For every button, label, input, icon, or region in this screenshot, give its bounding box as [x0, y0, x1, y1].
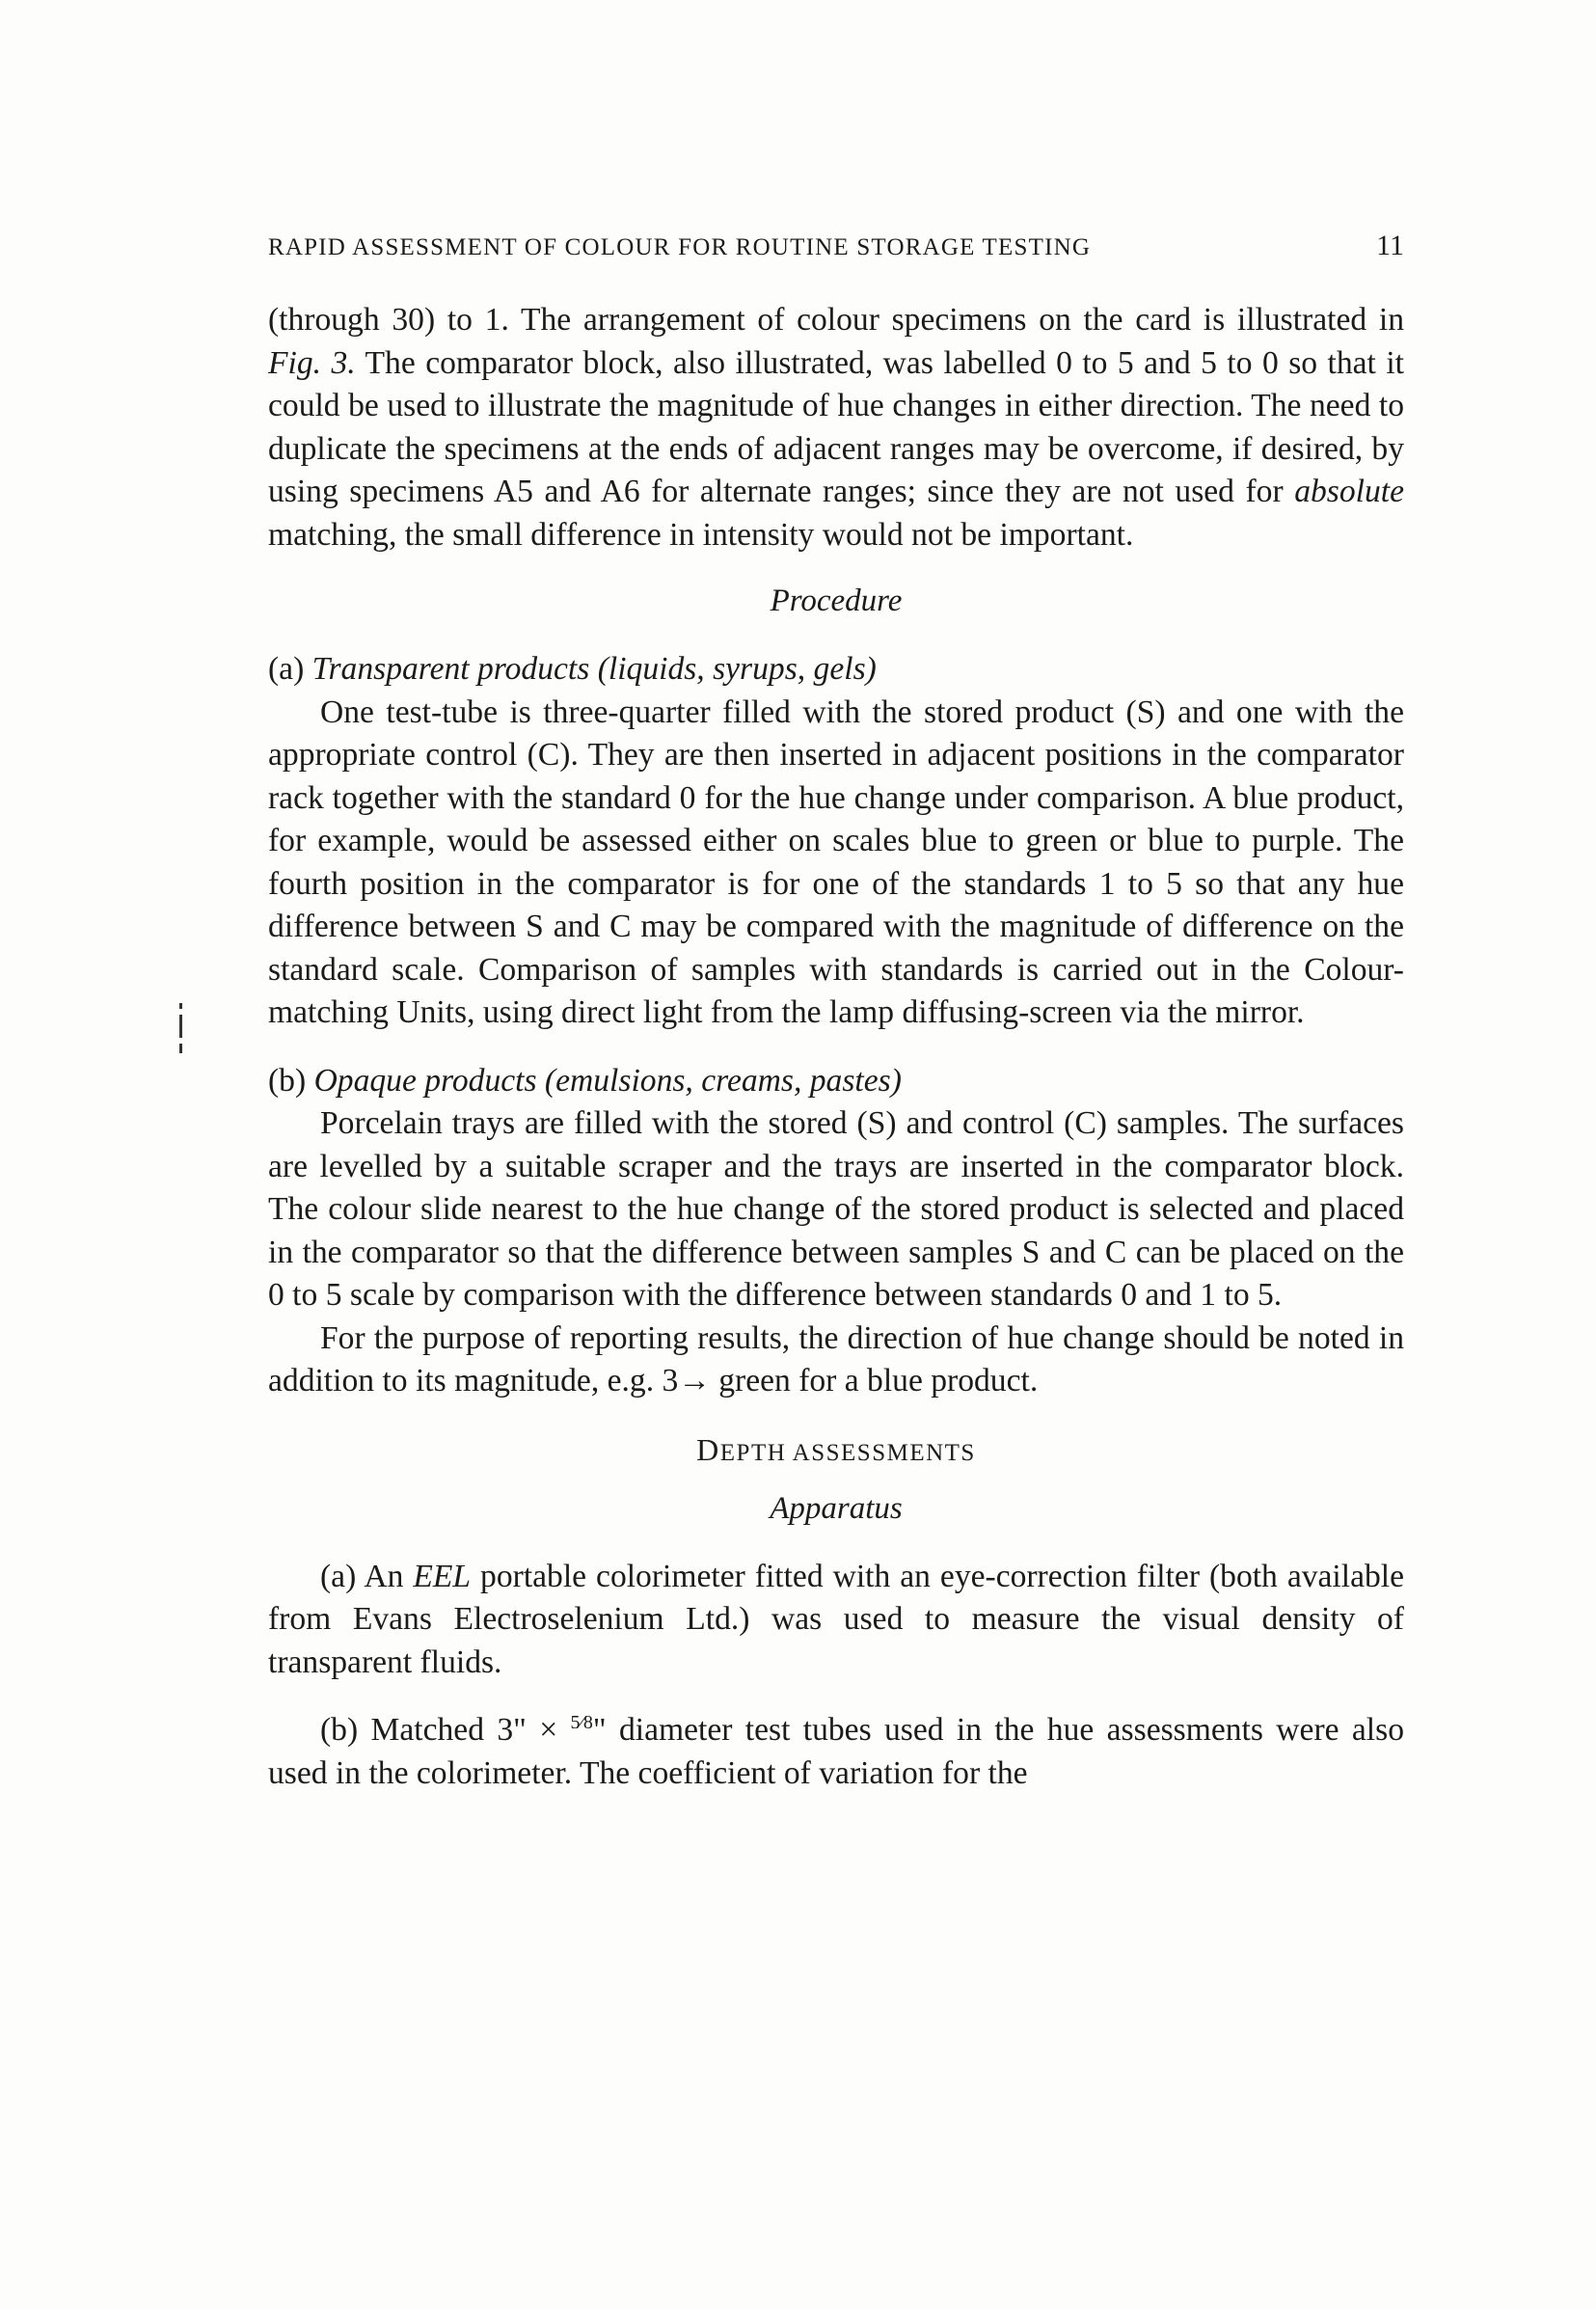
- page-body: [268, 230, 1404, 1795]
- text-run: The comparator block, also illustrated, was labelled 0 to 5 and 5 to 0 so that it could be used to illustrate the magnitude of hue changes in either direction. The need to duplicate the specimens at the ends of adjacent ranges may be overcome, if desired, by using specimens A5 and A6 for alternate ranges; since they are not used for: [268, 344, 1404, 509]
- heading-rest: EPTH ASSESSMENTS: [719, 1439, 976, 1466]
- margin-mark: [179, 1003, 182, 1009]
- margin-mark: [179, 1015, 182, 1038]
- section-a-heading: [268, 648, 1404, 692]
- text-run: " diameter test tubes used in the hue assessments were also used in the colorimeter. The coefficient of variation for the: [268, 1712, 1404, 1791]
- running-header: [268, 230, 1404, 262]
- section-label: (a): [268, 651, 312, 687]
- margin-marks: [179, 1003, 182, 1059]
- section-title: Transparent products (liquids, syrups, gels): [311, 651, 877, 687]
- page-number: 11: [1376, 230, 1404, 261]
- figure-reference: Fig. 3.: [268, 344, 356, 381]
- text-run: portable colorimeter fitted with an eye-correction filter (both available from Evans Electroselenium Ltd.) was used to measure the visual density of transparent fluids.: [268, 1558, 1404, 1680]
- section-title: Opaque products (emulsions, creams, pastes): [313, 1062, 902, 1099]
- running-title: RAPID ASSESSMENT OF COLOUR FOR ROUTINE STORAGE TESTING: [268, 234, 1092, 260]
- fraction: 5⁄8: [570, 1712, 593, 1733]
- margin-mark: [179, 1044, 182, 1053]
- section-b-heading: [268, 1060, 1404, 1103]
- emphasis: absolute: [1294, 474, 1404, 509]
- heading-initial: D: [696, 1431, 720, 1467]
- text-run: (a) An: [320, 1558, 414, 1594]
- intro-paragraph: [268, 299, 1404, 557]
- text-run: (through 30) to 1. The arrangement of colour specimens on the card is illustrated in: [268, 302, 1404, 338]
- emphasis: EEL: [413, 1558, 472, 1594]
- section-a-text: One test-tube is three-quarter filled with the stored product (S) and one with the appropriate control (C). They are then inserted in adjacent positions in the comparator rack together with the standard 0 for the hue change under comparison. A blue product, for example, would be assessed either on scales blue to green or blue to purple. The fourth position in the comparator is for one of the standards 1 to 5 so that any hue difference between S and C may be compared with the magnitude of difference on the standard scale. Comparison of samples with standards is carried out in the Colour-matching Units, using direct light from the lamp diffusing-screen via the mirror.: [268, 693, 1404, 1030]
- depth-assessments-heading: [268, 1432, 1404, 1468]
- text-run: (b) Matched 3" ×: [320, 1712, 571, 1749]
- section-b-text: Porcelain trays are filled with the stored (S) and control (C) samples. The surfaces are levelled by a suitable scraper and the trays are inserted in the comparator block. The colour slide nearest to the hue change of the stored product is selected and placed in the comparator so that the difference between samples S and C can be placed on the 0 to 5 scale by comparison with the difference between standards 0 and 1 to 5.: [268, 1105, 1404, 1313]
- apparatus-a-text: [268, 1556, 1404, 1685]
- text-run: matching, the small difference in intensity would not be important.: [268, 516, 1134, 553]
- apparatus-b-text: [268, 1701, 1404, 1795]
- procedure-heading: Procedure: [770, 584, 903, 618]
- section-label: (b): [268, 1062, 314, 1099]
- section-b-text-2: For the purpose of reporting results, the direction of hue change should be noted in addition to its magnitude, e.g. 3→ green for a blue product.: [268, 1319, 1404, 1399]
- apparatus-heading: Apparatus: [770, 1490, 903, 1526]
